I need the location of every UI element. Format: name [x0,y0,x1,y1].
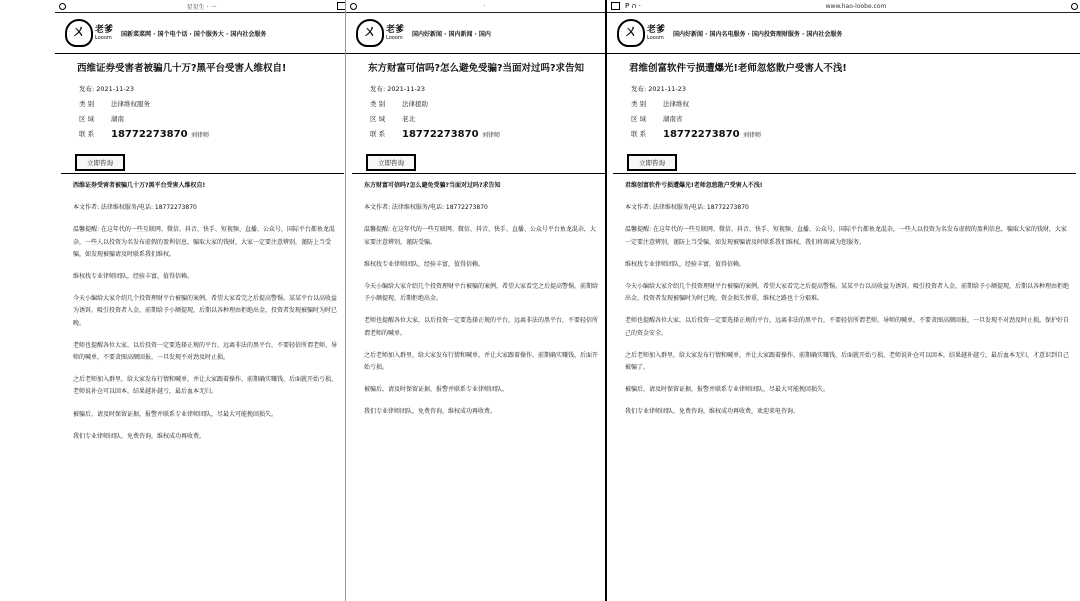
publish-date: 发布: 2021-11-23 [631,85,687,93]
contact-person: 刘律师 [191,132,210,139]
phone-number: 18772273870 [663,129,740,140]
meta-row-contact [79,129,338,140]
consult-button[interactable]: 立即咨询 [366,154,416,171]
article-body [55,180,350,443]
tab-icons[interactable]: P ∩ · [625,2,642,10]
window-dot-icon[interactable] [350,3,357,10]
paragraph: 被骗后，请及时保留证据，报警并联系专业律师团队，尽最大可能挽回损失。 [73,410,278,418]
paragraph: 老师也提醒各位大家，以后投资一定要选择正规的平台，远离非法的黑平台，不要轻信所谓老师、导师的喊单，不要贪图高额回报，一旦发现不对劲及时止损，保护好自己的资金安全。 [625,317,1070,337]
paragraph: 之后老师加入群里，给大家发布行情和喊单，并让大家跟着操作，前期确实赚钱，后面就开始亏损，老师说补仓可以回本，结果越补越亏，最后血本无归，才意识到自己被骗了。 [625,351,1070,372]
meta-key: 类 别 [370,100,386,108]
paragraph: 老师也提醒各位大家，以后投资一定要选择正规的平台，远离非法的黑平台，不要轻信所谓老师、导师的喊单，不要贪图高额回报，一旦发现不对劲及时止损。 [73,341,338,362]
paragraph: 今天小编给大家介绍几个投资理财平台被骗的案例，希望大家看完之后提高警惕。某某平台以高收益为诱饵，吸引投资者入金，前期给予小额提现，后期以各种理由拒绝出金，投资者发现被骗时为时已晚，资金损失惨重，维权之路也十分艰难。 [625,283,1070,303]
paragraph: 本文作者: 法律维权服务/电话: 18772273870 [625,204,749,212]
logo-mark-icon: ㄨ [65,19,93,47]
article-title: 君维创富软件亏损遭爆光!老师忽悠散户受害人不浅! [629,63,847,74]
meta-key: 区 域 [79,115,95,123]
logo-text: 老爹 [647,24,666,35]
paragraph: 我们专业律师团队，免费咨询，维权成功再收费。 [73,432,206,440]
contact-phone[interactable] [111,129,209,140]
meta-row-category [631,99,1070,108]
publish-date: 发布: 2021-11-23 [370,85,426,93]
logo-text: 老爹 [95,24,114,35]
paragraph: 本文作者: 法律维权服务/电话: 18772273870 [73,204,197,212]
logo-mark-icon: ㄨ [356,19,384,47]
top-nav[interactable]: 国内好新闻 · 国内新闻 · 国内 [412,30,491,38]
menu-icon[interactable] [1071,3,1078,10]
tab-title[interactable]: · [483,2,486,10]
paragraph: 之后老师加入群里，给大家发布行情和喊单，并让大家跟着操作，前期确实赚钱，后面就开始亏损，老师说补仓可以回本，结果越补越亏，最后血本无归。 [73,376,338,396]
site-logo[interactable] [617,19,665,47]
sidebar-toggle-icon[interactable] [611,2,620,10]
contact-person: 刘律师 [743,132,762,139]
browser-toolbar [55,0,350,13]
paragraph: 西维证券受害者被骗几十万?黑平台受害人维权自! [73,182,206,189]
site-header [346,13,611,54]
article-body [607,180,1080,419]
window-dot-icon[interactable] [59,3,66,10]
logo-subtext: Looom [647,34,664,41]
meta-key: 联 系 [631,130,647,138]
address-bar[interactable]: www.hao-loobe.com [825,2,887,10]
paragraph: 温馨提醒: 在这年代的一些互联网、微信、抖音、快手、直播、公众号平台鱼龙混杂，大家要注意辨别，谨防受骗。 [364,226,596,246]
meta-key: 联 系 [370,130,386,138]
meta-key: 类 别 [631,100,647,108]
article-meta [346,84,611,140]
article-title: 西维证券受害者被骗几十万?黑平台受害人维权自! [77,63,287,74]
site-header [55,13,350,54]
consult-button[interactable]: 立即咨询 [627,154,677,171]
meta-row-category [79,99,338,108]
paragraph: 被骗后，请及时保留证据，报警并联系专业律师团队，尽最大可能挽回损失。 [625,386,830,394]
meta-row-category [370,99,599,108]
browser-toolbar [346,0,611,13]
paragraph: 维权找专业律师团队，经验丰富，值得信赖。 [625,260,746,268]
meta-key: 类 别 [79,100,95,108]
meta-key: 区 域 [370,115,386,123]
site-header [607,13,1080,54]
paragraph: 温馨提醒: 在这年代的一些互联网、微信、抖音、快手、短视频、直播、公众号，国际平台都鱼龙混杂，一些人以投资为名发布虚假的盈利信息，骗取大家的钱财，大家一定要注意辨别，谨防上当受骗，如发现被骗请及时联系我们维权，我们将竭诚为您服务。 [625,226,1067,246]
publish-date: 发布: 2021-11-23 [79,85,135,93]
contact-phone[interactable] [663,129,761,140]
logo-subtext: Looom [386,34,403,41]
paragraph: 今天小编给大家介绍几个投资理财平台被骗的案例，希望大家看完之后提高警惕。某某平台以高收益为诱饵，吸引投资者入金，前期给予小额提现，后期以各种理由拒绝出金，投资者发现被骗时为时已晚。 [73,295,338,327]
logo-subtext: Looom [95,34,112,41]
meta-value: 法律维权服务 [111,100,150,108]
paragraph: 温馨提醒: 在这年代的一些互联网、微信、抖音、快手、短视频、直播、公众号，国际平台都鱼龙混杂，一些人以投资为名发布虚假的盈利信息，骗取大家的钱财，大家一定要注意辨别，谨防上当受骗，如发现被骗请及时联系我们维权。 [73,226,335,258]
paragraph: 维权找专业律师团队，经验丰富，值得信赖。 [364,260,485,268]
top-nav[interactable]: 国内好新闻 · 国内名电服务 · 国内投资理财服务 · 国内社会服务 [673,30,843,38]
logo-text: 老爹 [386,24,405,35]
article-title: 东方财富可信吗?怎么避免受骗?当面对过吗?求告知 [368,63,585,74]
paragraph: 东方财富可信吗?怎么避免受骗?当面对过吗?求告知 [364,182,501,189]
meta-key: 区 域 [631,115,647,123]
logo-mark-icon: ㄨ [617,19,645,47]
article-meta [55,84,350,140]
divider [61,173,344,174]
divider [352,173,605,174]
meta-value: 法律援助 [402,100,428,108]
meta-row-contact [370,129,599,140]
paragraph: 之后老师加入群里，给大家发布行情和喊单，并让大家跟着操作，前期确实赚钱，后面开始亏损。 [364,351,599,372]
meta-value: 老北 [402,115,415,123]
phone-number: 18772273870 [402,129,479,140]
top-nav[interactable]: 国新菜菜网 · 国个电个话 · 国个服务大 · 国内社会服务 [121,30,267,38]
tab-title[interactable]: 星星生 · 一 [186,3,217,11]
article-meta [607,84,1080,140]
paragraph: 被骗后，请及时保留证据，报警并联系专业律师团队。 [364,386,509,394]
contact-phone[interactable] [402,129,500,140]
consult-button[interactable]: 立即咨询 [75,154,125,171]
meta-key: 联 系 [79,130,95,138]
paragraph: 本文作者: 法律维权服务/电话: 18772273870 [364,204,488,212]
site-logo[interactable] [356,19,404,47]
divider [613,173,1076,174]
meta-value: 法律维权 [663,100,689,108]
browser-toolbar [607,0,1080,13]
meta-row-region [370,114,599,123]
meta-value: 湖南 [111,115,124,123]
browser-window-3 [605,0,1080,601]
paragraph: 君维创富软件亏损遭爆光!老师忽悠散户受害人不浅! [625,182,763,189]
paragraph: 我们专业律师团队，免费咨询，维权成功再收费，欢迎来电咨询。 [625,408,800,416]
meta-row-contact [631,129,1070,140]
contact-person: 刘律师 [482,132,501,139]
browser-window-2 [345,0,611,601]
meta-row-region [631,114,1070,123]
paragraph: 今天小编给大家介绍几个投资理财平台被骗的案例，希望大家看完之后提高警惕，前期给予小额提现，后期拒绝出金。 [364,283,599,303]
paragraph: 维权找专业律师团队，经验丰富，值得信赖。 [73,273,194,281]
phone-number: 18772273870 [111,129,188,140]
paragraph: 我们专业律师团队，免费咨询，维权成功再收费。 [364,408,497,416]
meta-value: 湖南省 [663,115,683,123]
article-body [346,180,611,419]
browser-window-1 [55,0,350,601]
site-logo[interactable] [65,19,113,47]
meta-row-region [79,114,338,123]
paragraph: 老师也提醒各位大家，以后投资一定要选择正规的平台，远离非法的黑平台，不要轻信所谓老师的喊单。 [364,317,599,337]
